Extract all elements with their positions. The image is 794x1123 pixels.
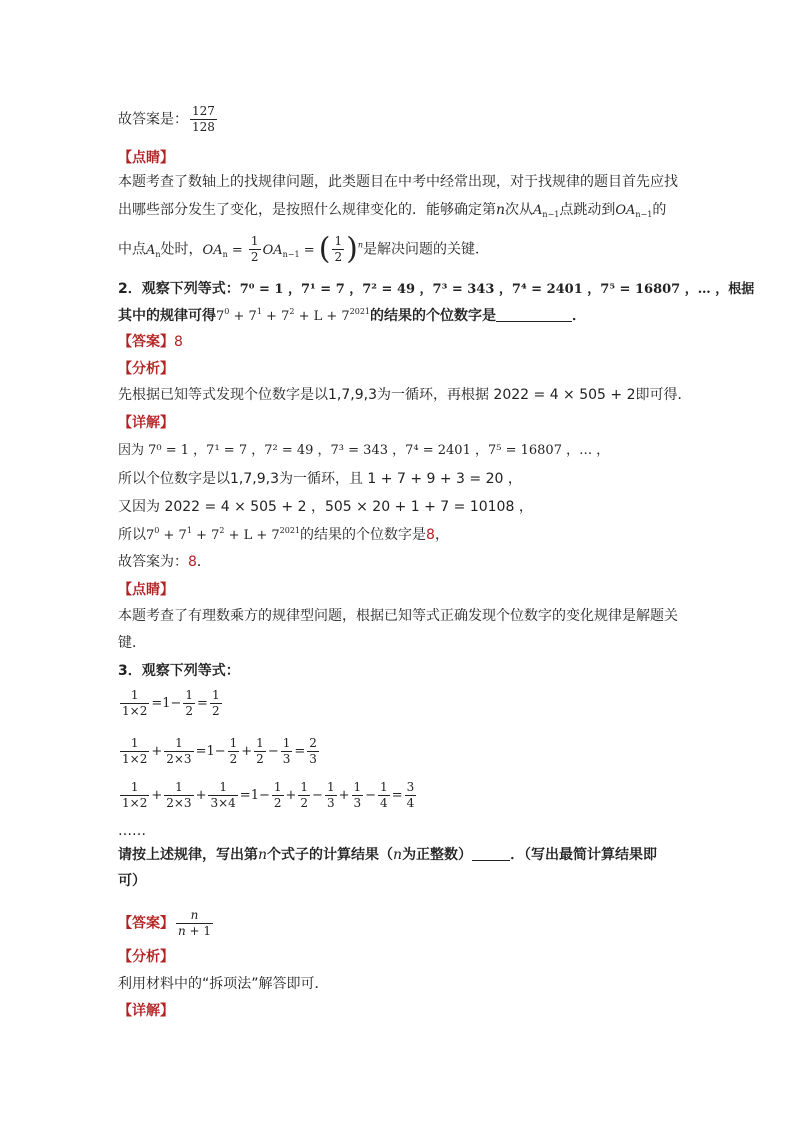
paragraph-line: 所以个位数字是以1,7,9,3为一循环，且 1 + 7 + 9 + 3 = 20 ，: [118, 471, 522, 487]
question-2-stem: 2．观察下列等式：7⁰ = 1 ，7¹ = 7 ，7² = 49 ，7³ = 343 ，7⁴ = 2401 ，7⁵ = 16807 ，… ，根据: [118, 281, 755, 297]
paragraph-line: 利用材料中的“拆项法”解答即可．: [118, 976, 329, 992]
answer-line: 故答案是： $\frac{127}{128}$: [118, 104, 215, 134]
question-3-ask: 请按上述规律，写出第n个式子的计算结果（n为正整数） ．（写出最简计算结果即: [118, 847, 658, 863]
paragraph-line: 故答案为：8．: [118, 554, 211, 570]
paragraph-line: 本题考查了数轴上的找规律问题，此类题目在中考中经常出现，对于找规律的题目首先应找: [118, 174, 678, 190]
fenxi-heading: 【分析】: [118, 361, 174, 377]
paragraph-line: 又因为 2022 = 4 × 505 + 2 ，505 × 20 + 1 + 7 = 10108 ，: [118, 499, 533, 515]
dianjing-heading: 【点睛】: [118, 150, 174, 166]
xiangjie-heading: 【详解】: [118, 1003, 174, 1019]
equation-3: $\frac{1}{1\times 2}$ + $\frac{1}{2\times 3}$ + $\frac{1}{3\times 4}$ =1− $\frac{1}{2}$ + $\frac{1}{2}$ − $\frac{1}{3}$ + $\frac{1}{3}$ − $\frac{1}{4}$ = $\frac{3}{4}$: [122, 780, 415, 810]
equation-1: $\frac{1}{1\times 2}$ =1− $\frac{1}{2}$ = $\frac{1}{2}$: [122, 688, 220, 718]
answer-blank: [472, 846, 510, 861]
question-3-stem: 3．观察下列等式：: [118, 663, 240, 679]
fraction-n-over-n-plus-1: $\frac{n}{n + 1}$: [178, 908, 212, 938]
paragraph-line: 出哪些部分发生了变化，是按照什么规律变化的．能够确定第n次从$A_{n-1}$点跳动到$OA_{n-1}$的: [118, 202, 667, 219]
dianjing-heading: 【点睛】: [118, 582, 174, 598]
paragraph-line: 中点$A_n$处时，$OA_n$ = $\frac{1}{2}$ $OA_{n-1}$ = ( $\frac{1}{2}$ )$^n$是解决问题的关键．: [118, 231, 489, 267]
answer-blank: [496, 307, 572, 322]
paragraph-line: 本题考查了有理数乘方的规律型问题，根据已知等式正确发现个位数字的变化规律是解题关: [118, 608, 678, 624]
fenxi-heading: 【分析】: [118, 949, 174, 965]
question-2-stem-cont: 其中的规律可得$7^0 + 7^1 + 7^2 + L + 7^{2021}$的结果的个位数字是 ．: [118, 307, 587, 324]
answer-line: 【答案】 $\frac{n}{n + 1}$: [118, 908, 212, 938]
xiangjie-heading: 【详解】: [118, 415, 174, 431]
ellipsis: ……: [118, 823, 146, 839]
paragraph-line: 所以$7^0 + 7^1 + 7^2 + L + 7^{2021}$的结果的个位数字是8，: [118, 526, 449, 543]
paragraph-line: 键．: [118, 635, 146, 651]
answer-line: 【答案】8: [118, 334, 183, 350]
fraction-127-128: $\frac{127}{128}$: [192, 104, 215, 134]
paragraph-line: 先根据已知等式发现个位数字是以1,7,9,3为一循环，再根据 2022 = 4 × 505 + 2即可得．: [118, 387, 692, 403]
equation-2: $\frac{1}{1\times 2}$ + $\frac{1}{2\times 3}$ =1− $\frac{1}{2}$ + $\frac{1}{2}$ − $\frac{1}{3}$ = $\frac{2}{3}$: [122, 736, 317, 766]
question-3-ask-cont: 可）: [118, 873, 146, 889]
paragraph-line: 因为 7⁰ = 1 ，7¹ = 7 ，7² = 49 ，7³ = 343 ，7⁴ = 2401 ，7⁵ = 16807 ，… ，: [118, 443, 610, 458]
